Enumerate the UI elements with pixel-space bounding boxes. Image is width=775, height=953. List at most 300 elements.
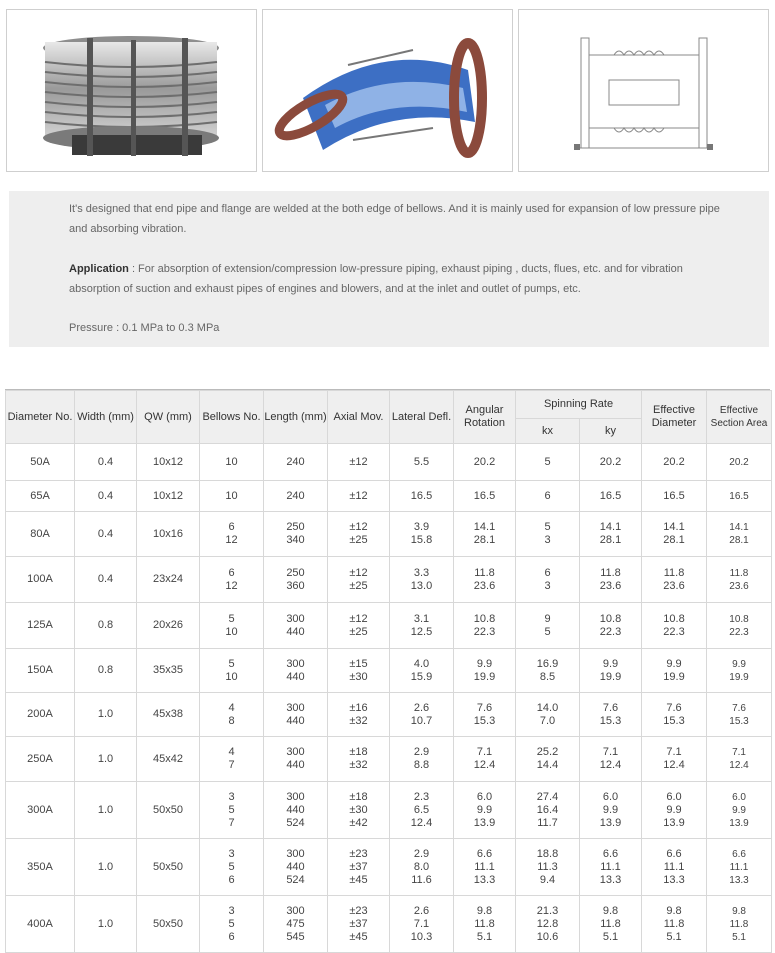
cell-value: 9.8	[666, 904, 682, 917]
cell-value: 440	[286, 625, 305, 638]
cell-value: 11.8	[600, 917, 621, 930]
cell-dia: 150A	[6, 649, 75, 693]
cell-value: 18.8	[536, 847, 559, 860]
cell-lateral	[390, 693, 454, 737]
cell-value: 7.6	[732, 702, 746, 714]
cell-length	[264, 737, 328, 782]
cell-value: 7.1	[666, 746, 682, 758]
cell-value: 16.5	[663, 489, 685, 502]
cell-value: 3	[544, 534, 551, 546]
cell-value: 6	[228, 930, 235, 943]
cell-value: 13.3	[599, 873, 622, 886]
cell-value: 9.8	[732, 905, 746, 917]
table-row	[6, 737, 772, 782]
cell-dia: 80A	[6, 512, 75, 557]
cell-lateral	[390, 839, 454, 896]
cell-lateral	[390, 444, 454, 481]
cell-axial	[328, 512, 390, 557]
cell-value: 6.0	[666, 790, 682, 803]
cell-kx	[516, 896, 580, 953]
cell-bellows	[200, 557, 264, 603]
cell-value: 13.9	[729, 817, 749, 829]
cell-value: 10.3	[410, 930, 433, 943]
cell-value: 300	[286, 612, 305, 625]
cell-qw: 10x12	[137, 481, 200, 512]
cell-dia: 65A	[6, 481, 75, 512]
cell-value: 20.2	[663, 455, 685, 468]
cell-qw: 35x35	[137, 649, 200, 693]
cell-value: ±30	[349, 670, 368, 683]
cell-value: 2.9	[413, 847, 430, 860]
cell-eff-dia	[642, 737, 707, 782]
cell-value: 9	[544, 612, 551, 625]
cell-axial	[328, 737, 390, 782]
cell-value: 5	[544, 521, 551, 533]
cell-value: 300	[286, 746, 305, 758]
cell-value: 28.1	[599, 534, 622, 546]
cell-value: 6	[228, 873, 235, 886]
cell-value: 5	[228, 803, 235, 816]
cell-dia: 200A	[6, 693, 75, 737]
cell-value: 22.3	[663, 625, 685, 638]
cell-value: 7.1	[732, 747, 746, 758]
cutaway-photo	[262, 9, 513, 172]
cell-kx	[516, 782, 580, 839]
table-row	[6, 839, 772, 896]
cell-value: 240	[286, 455, 305, 468]
cell-ky	[580, 896, 642, 953]
cell-value: 6	[544, 566, 551, 579]
cell-angular	[454, 512, 516, 557]
cell-ky	[580, 693, 642, 737]
cell-angular	[454, 693, 516, 737]
cell-kx	[516, 512, 580, 557]
cell-dia: 250A	[6, 737, 75, 782]
cell-value: 22.3	[599, 625, 622, 638]
cell-value: ±32	[349, 759, 368, 771]
cell-eff-dia	[642, 512, 707, 557]
cell-value: 13.9	[599, 816, 622, 829]
cell-value: 20.2	[473, 455, 496, 468]
cell-kx	[516, 603, 580, 649]
cell-value: 12.4	[410, 816, 433, 829]
cell-value: 20.2	[729, 456, 749, 468]
cell-axial	[328, 896, 390, 953]
cell-eff-area	[707, 603, 772, 649]
cell-value: 14.1	[599, 521, 622, 533]
cell-value: 12.4	[729, 760, 749, 771]
cell-value: 3.1	[413, 612, 430, 625]
cell-value: 5.5	[413, 455, 430, 468]
cell-value: ±45	[349, 930, 368, 943]
cell-qw: 50x50	[137, 782, 200, 839]
cell-angular	[454, 603, 516, 649]
cell-qw: 20x26	[137, 603, 200, 649]
cell-value: ±16	[349, 701, 368, 714]
cell-value: 7.1	[413, 917, 430, 930]
cell-value: 360	[286, 579, 305, 592]
cell-axial	[328, 782, 390, 839]
table-row	[6, 782, 772, 839]
header-axial: Axial Mov.	[328, 391, 390, 444]
cell-eff-dia	[642, 557, 707, 603]
cell-value: 16.5	[473, 489, 496, 502]
cell-kx	[516, 557, 580, 603]
cell-value: 15.8	[410, 534, 433, 546]
cell-width: 0.4	[75, 512, 137, 557]
cell-lateral	[390, 737, 454, 782]
cell-value: 2.3	[413, 790, 430, 803]
cell-value: 21.3	[536, 904, 559, 917]
cell-value: 5	[544, 455, 551, 468]
cell-eff-dia	[642, 782, 707, 839]
table-row	[6, 896, 772, 953]
header-angular: Angular Rotation	[454, 391, 516, 444]
cell-value: 23.6	[599, 579, 622, 592]
cell-value: 4	[228, 701, 235, 714]
cell-value: 524	[286, 816, 305, 829]
cell-width: 1.0	[75, 737, 137, 782]
cell-length	[264, 557, 328, 603]
cell-eff-area	[707, 512, 772, 557]
cell-ky	[580, 649, 642, 693]
table-row	[6, 557, 772, 603]
cell-axial	[328, 603, 390, 649]
cell-value: 3	[544, 579, 551, 592]
cell-value: 12	[225, 579, 238, 592]
cell-eff-area	[707, 839, 772, 896]
table-row	[6, 693, 772, 737]
cell-value: 9.9	[666, 803, 682, 816]
bellows-joint-image	[7, 10, 256, 171]
cell-ky	[580, 481, 642, 512]
cell-length	[264, 481, 328, 512]
cell-axial	[328, 481, 390, 512]
cell-value: 9.9	[666, 657, 682, 670]
table-row	[6, 603, 772, 649]
cell-qw: 45x38	[137, 693, 200, 737]
cell-value: 16.5	[599, 489, 622, 502]
cell-lateral	[390, 603, 454, 649]
cell-value: 5	[228, 917, 235, 930]
cell-value: 440	[286, 803, 305, 816]
cell-value: 440	[286, 759, 305, 771]
cell-value: 11.1	[600, 860, 621, 873]
cell-axial	[328, 649, 390, 693]
cell-value: 6.6	[476, 847, 493, 860]
bellows-technical-drawing	[519, 10, 768, 171]
product-description	[9, 191, 769, 347]
cell-value: 545	[286, 930, 305, 943]
cell-ky	[580, 737, 642, 782]
cell-lateral	[390, 896, 454, 953]
cell-kx	[516, 444, 580, 481]
cell-bellows	[200, 649, 264, 693]
cell-value: 340	[286, 534, 305, 546]
cell-width: 0.4	[75, 481, 137, 512]
cell-eff-dia	[642, 896, 707, 953]
cell-value: 28.1	[663, 534, 685, 546]
cell-value: 22.3	[729, 626, 749, 638]
cell-lateral	[390, 557, 454, 603]
cell-value: 8	[228, 714, 235, 727]
cell-value: 22.3	[473, 625, 496, 638]
cell-length	[264, 649, 328, 693]
cell-value: 5	[228, 657, 235, 670]
cell-value: ±12	[349, 612, 368, 625]
cell-width: 1.0	[75, 839, 137, 896]
cell-dia: 300A	[6, 782, 75, 839]
cell-value: ±25	[349, 579, 368, 592]
cell-value: 20.2	[599, 455, 622, 468]
cell-value: 4	[228, 746, 235, 758]
cell-bellows	[200, 782, 264, 839]
cell-bellows	[200, 737, 264, 782]
cell-value: 16.5	[729, 490, 749, 502]
header-effective-area: Effective Section Area	[707, 391, 772, 444]
cell-value: 13.3	[473, 873, 496, 886]
cell-ky	[580, 512, 642, 557]
cell-value: 10	[225, 455, 238, 468]
cell-value: 13.9	[663, 816, 685, 829]
cell-value: 10.8	[729, 613, 749, 625]
cell-value: 9.9	[602, 657, 619, 670]
cell-value: 16.9	[536, 657, 559, 670]
cell-ky	[580, 782, 642, 839]
cell-value: 4.0	[413, 657, 430, 670]
cell-value: 7.1	[476, 746, 493, 758]
cell-value: 14.1	[663, 521, 685, 533]
cell-value: 8.5	[539, 670, 556, 683]
cell-value: 5.1	[666, 930, 682, 943]
cell-dia: 125A	[6, 603, 75, 649]
cell-value: 12.4	[473, 759, 496, 771]
cell-value: 15.3	[473, 714, 496, 727]
cell-eff-area	[707, 782, 772, 839]
cell-eff-dia	[642, 693, 707, 737]
cell-width: 0.4	[75, 444, 137, 481]
cell-ky	[580, 839, 642, 896]
cell-value: 10	[225, 670, 238, 683]
header-lateral: Lateral Defl.	[390, 391, 454, 444]
cell-value: 10.8	[599, 612, 622, 625]
cell-value: 5	[544, 625, 551, 638]
cell-length	[264, 782, 328, 839]
cell-value: ±32	[349, 714, 368, 727]
cell-value: 10.8	[663, 612, 685, 625]
cell-value: 25.2	[536, 746, 559, 758]
cell-value: ±37	[349, 917, 368, 930]
cell-eff-area	[707, 896, 772, 953]
cell-axial	[328, 839, 390, 896]
cell-value: 2.6	[413, 701, 430, 714]
table-header	[6, 391, 772, 444]
cell-value: 13.9	[473, 816, 496, 829]
cell-value: 475	[286, 917, 305, 930]
cell-value: 7.1	[602, 746, 619, 758]
cell-value: 12.4	[663, 759, 685, 771]
cell-value: 9.9	[476, 803, 493, 816]
cell-kx	[516, 481, 580, 512]
cell-value: 10.8	[473, 612, 496, 625]
cell-value: 11.8	[474, 566, 495, 579]
application-text	[69, 259, 729, 299]
cell-value: 300	[286, 657, 305, 670]
cell-value: 9.8	[602, 904, 619, 917]
cell-angular	[454, 782, 516, 839]
cell-value: 15.3	[663, 714, 685, 727]
cell-value: ±15	[349, 657, 368, 670]
cell-value: 7	[228, 816, 235, 829]
cell-value: ±12	[349, 489, 368, 502]
cell-bellows	[200, 481, 264, 512]
header-kx: kx	[516, 419, 580, 444]
cell-value: ±23	[349, 904, 368, 917]
cell-value: 16.5	[410, 489, 433, 502]
cell-value: 7.6	[602, 701, 619, 714]
header-qw: QW (mm)	[137, 391, 200, 444]
cell-value: 6	[228, 566, 235, 579]
table-row	[6, 512, 772, 557]
cell-dia: 50A	[6, 444, 75, 481]
cell-value: 14.1	[473, 521, 496, 533]
cell-axial	[328, 557, 390, 603]
cell-value: 11.1	[729, 861, 749, 873]
cell-value: 16.4	[536, 803, 559, 816]
cell-angular	[454, 839, 516, 896]
cell-value: 6.0	[476, 790, 493, 803]
cell-value: 6	[544, 489, 551, 502]
cell-value: 300	[286, 701, 305, 714]
cell-axial	[328, 693, 390, 737]
cell-eff-dia	[642, 603, 707, 649]
cell-width: 1.0	[75, 896, 137, 953]
cell-value: ±45	[349, 873, 368, 886]
cell-axial	[328, 444, 390, 481]
cell-value: ±42	[349, 816, 368, 829]
header-length: Length (mm)	[264, 391, 328, 444]
cell-value: 12.8	[536, 917, 559, 930]
cell-value: 440	[286, 714, 305, 727]
cell-value: 9.9	[732, 658, 746, 670]
cell-kx	[516, 693, 580, 737]
intro-text: It's designed that end pipe and flange are welded at the both edge of bellows. And it is mainly used for expansion of low pressure pipe and absorbing vibration.	[69, 203, 720, 235]
cell-eff-area	[707, 481, 772, 512]
cell-value: 19.9	[729, 671, 749, 683]
cell-value: 8.8	[413, 759, 430, 771]
cell-eff-dia	[642, 839, 707, 896]
cell-bellows	[200, 896, 264, 953]
cell-value: 5.1	[602, 930, 619, 943]
cell-angular	[454, 649, 516, 693]
cell-value: 14.4	[536, 759, 559, 771]
cell-ky	[580, 603, 642, 649]
cell-dia: 400A	[6, 896, 75, 953]
cell-value: 6.6	[732, 848, 746, 860]
cell-bellows	[200, 839, 264, 896]
cell-bellows	[200, 603, 264, 649]
cell-width: 1.0	[75, 693, 137, 737]
cell-value: 11.8	[729, 567, 749, 579]
cell-length	[264, 512, 328, 557]
cell-value: 6.6	[666, 847, 682, 860]
cell-value: 28.1	[729, 535, 749, 546]
cell-value: ±18	[349, 746, 368, 758]
cell-angular	[454, 737, 516, 782]
cell-value: 2.9	[413, 746, 430, 758]
cell-dia: 350A	[6, 839, 75, 896]
cell-value: 5	[228, 860, 235, 873]
table-row	[6, 649, 772, 693]
cell-value: 2.6	[413, 904, 430, 917]
cell-value: 9.9	[602, 803, 619, 816]
cell-value: 524	[286, 873, 305, 886]
cell-value: 14.1	[729, 522, 749, 533]
cell-value: 19.9	[599, 670, 622, 683]
cell-value: 14.0	[536, 701, 559, 714]
cell-value: 19.9	[473, 670, 496, 683]
cell-value: 10.7	[410, 714, 433, 727]
cell-value: 23.6	[729, 580, 749, 592]
cell-value: 6	[228, 521, 235, 533]
cell-value: 7.6	[666, 701, 682, 714]
cell-value: 11.1	[663, 860, 685, 873]
cell-eff-dia	[642, 649, 707, 693]
cell-value: 12.4	[599, 759, 622, 771]
cell-bellows	[200, 512, 264, 557]
cell-value: 7.0	[539, 714, 556, 727]
cell-value: 7	[228, 759, 235, 771]
cell-qw: 10x16	[137, 512, 200, 557]
cell-value: 11.8	[663, 917, 685, 930]
cell-value: 10	[225, 489, 238, 502]
cell-value: 11.8	[663, 566, 685, 579]
product-photos	[6, 9, 769, 172]
header-bellows: Bellows No.	[200, 391, 264, 444]
bellows-photo	[6, 9, 257, 172]
cell-width: 1.0	[75, 782, 137, 839]
cell-value: ±30	[349, 803, 368, 816]
cell-value: 15.9	[410, 670, 433, 683]
cell-value: 7.6	[476, 701, 493, 714]
cell-qw: 50x50	[137, 839, 200, 896]
cell-value: 3.3	[413, 566, 430, 579]
cell-value: 23.6	[473, 579, 496, 592]
cell-value: ±18	[349, 790, 368, 803]
cell-qw: 45x42	[137, 737, 200, 782]
drawing-photo	[518, 9, 769, 172]
cell-bellows	[200, 444, 264, 481]
cell-length	[264, 896, 328, 953]
cell-lateral	[390, 649, 454, 693]
cell-qw: 50x50	[137, 896, 200, 953]
cell-angular	[454, 444, 516, 481]
cell-lateral	[390, 782, 454, 839]
cell-length	[264, 603, 328, 649]
cell-qw: 10x12	[137, 444, 200, 481]
cell-value: ±12	[349, 455, 368, 468]
header-diameter: Diameter No.	[6, 391, 75, 444]
cell-kx	[516, 839, 580, 896]
cell-value: 3	[228, 790, 235, 803]
cell-value: 19.9	[663, 670, 685, 683]
cell-kx	[516, 737, 580, 782]
cell-ky	[580, 557, 642, 603]
header-ky: ky	[580, 419, 642, 444]
cell-value: 10.6	[536, 930, 559, 943]
application-label: Application	[69, 263, 129, 275]
cell-value: 11.6	[411, 873, 432, 886]
